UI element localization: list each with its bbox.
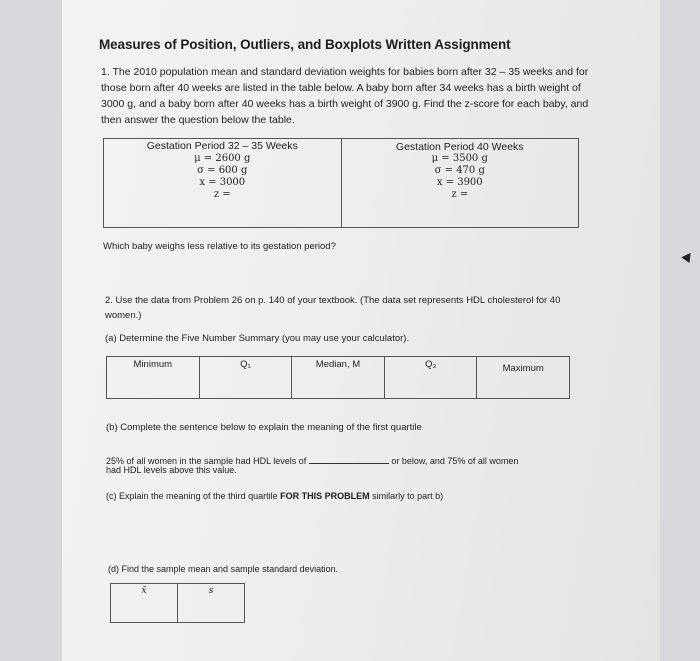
gestation-col-40 <box>341 139 579 228</box>
part-c-text <box>106 491 443 501</box>
x-40: x = 3900 <box>436 177 483 188</box>
mouse-cursor-icon <box>681 250 694 263</box>
header-xbar: x̄ <box>141 586 147 596</box>
z-32-35: z = <box>213 189 231 200</box>
sigma-40: σ = 470 g <box>434 165 485 176</box>
gestation-col-32-35 <box>104 139 342 228</box>
header-maximum: Maximum <box>502 363 544 374</box>
header-q1: Q₁ <box>240 359 251 370</box>
gestation-header-40: Gestation Period 40 Weeks <box>395 141 524 153</box>
five-number-maximum[interactable] <box>477 357 570 399</box>
part-c-bold: FOR THIS PROBLEM <box>280 491 370 501</box>
sample-mean-cell[interactable] <box>111 584 178 623</box>
part-c-pre: (c) Explain the meaning of the third quartile <box>106 491 281 501</box>
z-40: z = <box>451 189 469 200</box>
page-title: Measures of Position, Outliers, and Boxplots Written Assignment <box>99 37 511 52</box>
header-median: Median, M <box>315 359 361 370</box>
five-number-q3[interactable] <box>384 357 477 399</box>
gestation-table <box>103 138 579 228</box>
gestation-header-32-35: Gestation Period 32 – 35 Weeks <box>146 140 298 152</box>
problem1-text: 1. The 2010 population mean and standard deviation weights for babies born after 32 – 35 weeks and for those born after 40 weeks are listed in the table below. A baby born after 34 weeks has a birth weight of 3000 g, and a baby born after 40 weeks has a birth weight of 3900 g. Find the z-score for each baby, and then answer the question below the table. <box>101 66 589 126</box>
header-minimum: Minimum <box>133 359 173 370</box>
sentence-start: 25% of all women in the sample had HDL levels of <box>106 456 307 466</box>
five-number-q1[interactable] <box>199 357 292 399</box>
header-q3: Q₃ <box>424 359 437 370</box>
problem2-text: 2. Use the data from Problem 26 on p. 140 of your textbook. (The data set represents HDL cholesterol for 40 women.) <box>105 295 561 321</box>
problem1-question: Which baby weighs less relative to its gestation period? <box>103 241 336 252</box>
header-s: s <box>208 586 214 596</box>
sentence-end: or below, and 75% of all women <box>391 456 519 466</box>
five-number-median[interactable] <box>292 357 385 399</box>
quartile-sentence-line2: had HDL levels above this value. <box>106 465 237 475</box>
part-a-text: (a) Determine the Five Number Summary (you may use your calculator). <box>105 333 410 344</box>
part-c-post: similarly to part b) <box>369 491 444 501</box>
sample-sd-cell[interactable] <box>178 584 245 623</box>
five-number-minimum[interactable] <box>107 357 200 399</box>
sigma-32-35: σ = 600 g <box>197 165 248 176</box>
x-32-35: x = 3000 <box>199 177 246 188</box>
part-d-text: (d) Find the sample mean and sample standard deviation. <box>108 564 339 574</box>
q1-answer-blank[interactable] <box>309 453 389 464</box>
mu-40: μ = 3500 g <box>431 153 488 164</box>
mu-32-35: μ = 2600 g <box>194 153 251 164</box>
five-number-summary-table <box>106 356 570 399</box>
sample-stats-table <box>110 583 245 623</box>
part-b-text: (b) Complete the sentence below to explain the meaning of the first quartile <box>106 422 422 433</box>
